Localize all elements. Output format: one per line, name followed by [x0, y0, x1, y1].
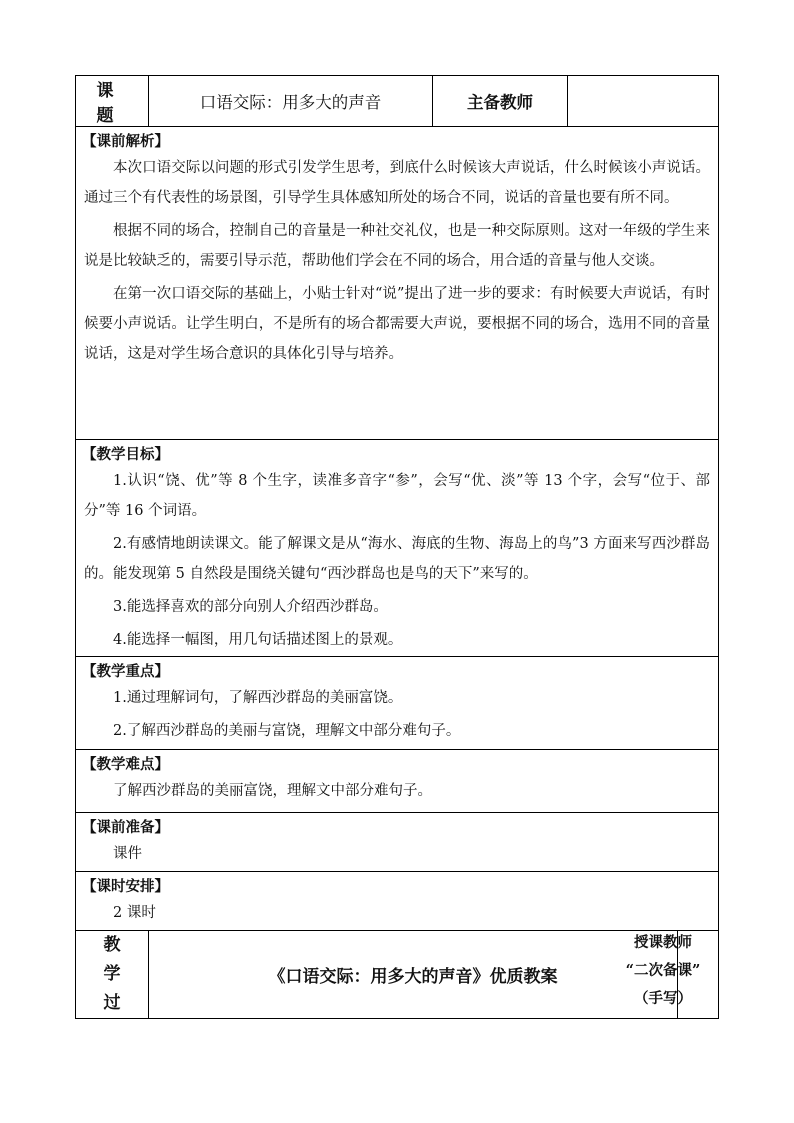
header-row	[76, 76, 719, 127]
process-label-cell	[76, 931, 149, 1019]
analysis-paragraph: 本次口语交际以问题的形式引发学生思考，到底什么时候该大声说话，什么时候该小声说话。通过三个有代表性的场景图，引导学生具体感知所处的场合不同，说话的音量也要有所不同。	[84, 160, 710, 206]
lesson-plan-table	[75, 75, 719, 1019]
lead-teacher-label: 主备教师	[433, 76, 568, 127]
second-prep-line: “二次备课”	[625, 962, 701, 979]
goal-item: 1.认识“饶、优”等 8 个生字，读准多音字“参”，会写“优、淡”等 13 个字，会写“位于、部分”等 16 个词语。	[84, 473, 710, 519]
section-difficulties	[76, 750, 719, 813]
section-key-points	[76, 657, 719, 750]
second-prep-line: 授课教师	[634, 934, 692, 951]
document-title: 《口语交际：用多大的声音》优质教案	[149, 931, 678, 1019]
analysis-paragraph: 在第一次口语交际的基础上，小贴士针对“说”提出了进一步的要求：有时候要大声说话，有时候要小声说话。让学生明白，不是所有的场合都需要大声说，要根据不同的场合，选用不同的音量说话，这是对学生场合意识的具体化引导与培养。	[84, 286, 710, 362]
process-label-char: 学	[103, 964, 121, 984]
section-title-preparation: 【课前准备】	[82, 819, 169, 836]
second-prep-label	[608, 929, 718, 1013]
analysis-paragraph: 根据不同的场合，控制自己的音量是一种社交礼仪，也是一种交际原则。这对一年级的学生来说是比较缺乏的，需要引导示范，帮助他们学会在不同的场合，用合适的音量与他人交谈。	[84, 223, 710, 269]
section-analysis	[76, 127, 719, 440]
section-title-analysis: 【课前解析】	[82, 133, 169, 150]
section-preparation	[76, 813, 719, 872]
goal-item: 2.有感情地朗读课文。能了解课文是从“海水、海底的生物、海岛上的鸟”3 方面来写西沙群岛的。能发现第 5 自然段是围绕关键句“西沙群岛也是鸟的天下”来写的。	[84, 536, 710, 582]
schedule-text: 2 课时	[113, 905, 156, 921]
section-title-key-points: 【教学重点】	[82, 663, 169, 680]
key-point-item: 1.通过理解词句，了解西沙群岛的美丽富饶。	[113, 690, 403, 706]
process-label-char: 教	[103, 935, 121, 955]
topic-title: 口语交际：用多大的声音	[149, 76, 433, 127]
section-goals	[76, 440, 719, 657]
preparation-text: 课件	[113, 846, 142, 862]
section-title-schedule: 【课时安排】	[82, 878, 169, 895]
goal-item: 4.能选择一幅图，用几句话描述图上的景观。	[113, 632, 403, 648]
lead-teacher-value[interactable]	[568, 76, 719, 127]
second-prep-line: （手写）	[634, 990, 692, 1007]
process-label-char: 过	[103, 993, 121, 1013]
section-schedule	[76, 872, 719, 931]
section-title-difficulties: 【教学难点】	[82, 756, 169, 773]
goal-item: 3.能选择喜欢的部分向别人介绍西沙群岛。	[113, 599, 388, 615]
section-title-goals: 【教学目标】	[82, 446, 169, 463]
difficulty-text: 了解西沙群岛的美丽富饶，理解文中部分难句子。	[113, 783, 432, 799]
key-point-item: 2.了解西沙群岛的美丽与富饶，理解文中部分难句子。	[113, 723, 461, 739]
topic-label: 课 题	[76, 76, 149, 127]
